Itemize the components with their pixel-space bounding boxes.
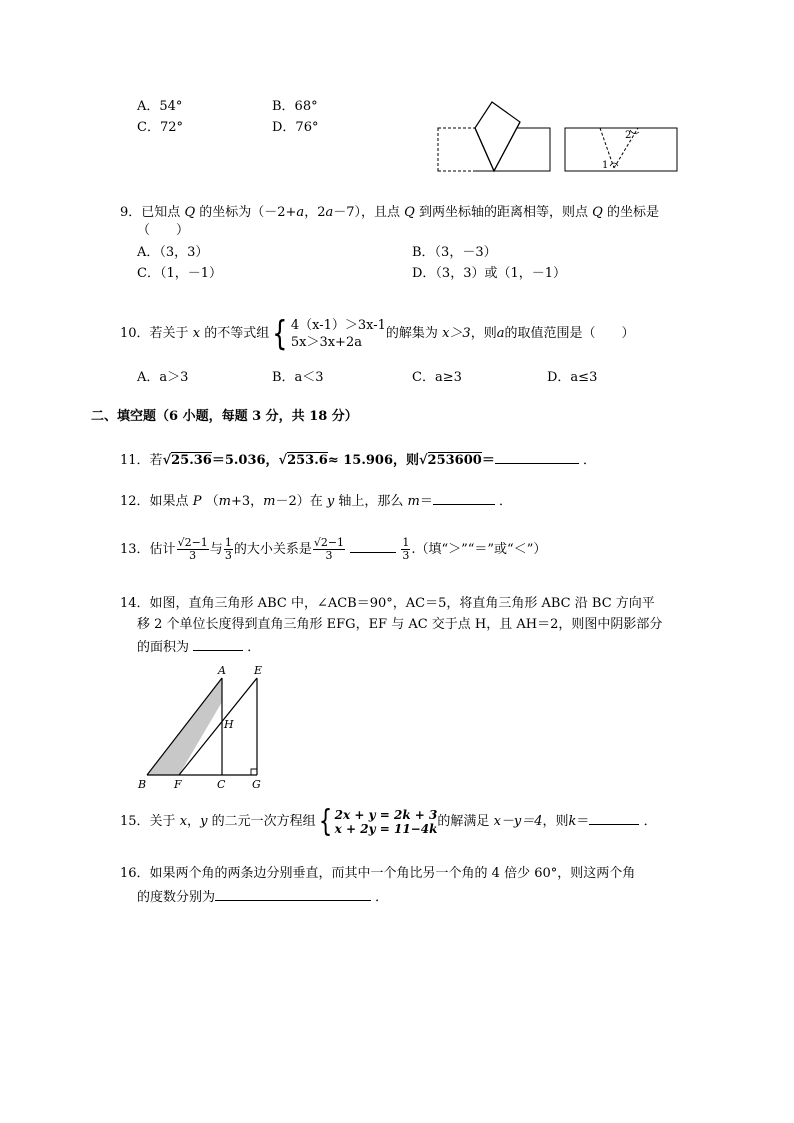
q14-label-f: F [174, 778, 182, 791]
q10-option-c: C．a≥3 [412, 370, 462, 385]
q10-option-a: A．a＞3 [137, 370, 189, 385]
q15-system-brace: { [318, 803, 332, 839]
q8-angle-1-label: 1 [602, 160, 609, 171]
q8-option-c: C．72° [137, 120, 183, 135]
q11-answer-blank[interactable] [495, 451, 579, 464]
q9-option-d: D．（3，3）或（1，－1） [412, 266, 567, 281]
q13-fraction-4: $\frac{1}{3}$ [402, 536, 410, 562]
q9-answer-paren: （ ） [137, 223, 190, 238]
q11-stem: 11．若√25.36＝5.036，√253.6≈ 15.906，则√253600＝ ． [120, 453, 596, 468]
q8-option-a: A．54° [137, 99, 183, 114]
q16-answer-blank[interactable] [215, 888, 371, 901]
q12-stem: 12．如果点 P （m+3，m－2）在 y 轴上，那么 m＝ ． [120, 494, 513, 509]
q14-label-g: G [252, 778, 261, 791]
q14-answer-blank[interactable] [193, 638, 243, 651]
q10-stem: 10．若关于 x 的不等式组{ 4（x-1）＞3x-1 5x＞3x+2a 的解集为 x＞3，则a的取值范围是（ ） [120, 313, 635, 354]
q9-stem: 9．已知点 Q 的坐标为（－2+a，2a－7），且点 Q 到两坐标轴的距离相等，则点 Q 的坐标是 [120, 205, 659, 220]
q8-folded-strip-figure [430, 96, 680, 176]
q14-label-b: B [138, 778, 147, 791]
q13-fraction-2: $\frac{1}{3}$ [224, 536, 232, 562]
q14-label-h: H [224, 718, 234, 731]
q8-option-d: D．76° [272, 120, 319, 135]
q9-option-b: B．（3，－3） [412, 245, 497, 260]
q9-option-c: C．（1，－1） [137, 266, 222, 281]
q13-fraction-1: $\frac{√2-1}{3}$ [177, 536, 208, 562]
q12-answer-blank[interactable] [433, 492, 495, 505]
q14-label-c: C [217, 778, 226, 791]
q13-stem: 13．估计 $\frac{√2-1}{3}$ 与 $\frac{1}{3}$ 的大小关系是 $\frac{√2-1}{3}$ $\frac{1}{3}$ .（填“＞”“＝”或“＜”） [120, 536, 547, 562]
q13-fraction-3: $\frac{√2-1}{3}$ [313, 536, 345, 562]
q15-equation-system: 2x + y = 2k + 3 x + 2y = 11−4k [334, 807, 438, 836]
q8-option-b: B．68° [272, 99, 318, 114]
q15-answer-blank[interactable] [589, 812, 639, 825]
q14-line-1: 14．如图，直角三角形 ABC 中，∠ACB＝90°，AC＝5，将直角三角形 ABC 沿 BC 方向平 [120, 596, 655, 611]
section-2-title: 二、填空题（6 小题，每题 3 分，共 18 分） [91, 409, 358, 424]
q14-triangle-figure [130, 660, 280, 795]
q9-option-a: A．（3，3） [137, 245, 209, 260]
q14-line-2: 移 2 个单位长度得到直角三角形 EFG，EF 与 AC 交于点 H，且 AH＝2，则图中阴影部分 [137, 617, 663, 632]
q14-label-a: A [218, 664, 226, 677]
q13-answer-blank[interactable] [350, 540, 396, 553]
q10-option-b: B．a＜3 [272, 370, 324, 385]
q14-label-e: E [254, 664, 263, 677]
q15-stem: 15．关于 x，y 的二元一次方程组{ 2x + y = 2k + 3 x + 2y = 11−4k 的解满足 x－y＝4，则k＝ ． [120, 803, 657, 839]
q16-line-2: 的度数分别为 ． [137, 890, 389, 905]
q10-system-brace: { [272, 313, 288, 354]
q16-line-1: 16．如果两个角的两条边分别垂直，而其中一个角比另一个角的 4 倍少 60°，则这两个角 [120, 866, 636, 881]
q8-angle-2-label: 2 [625, 130, 632, 141]
q14-line-3: 的面积为 ． [137, 640, 261, 655]
q10-option-d: D．a≤3 [547, 370, 598, 385]
q10-inequality-system: 4（x-1）＞3x-1 5x＞3x+2a [290, 317, 386, 350]
